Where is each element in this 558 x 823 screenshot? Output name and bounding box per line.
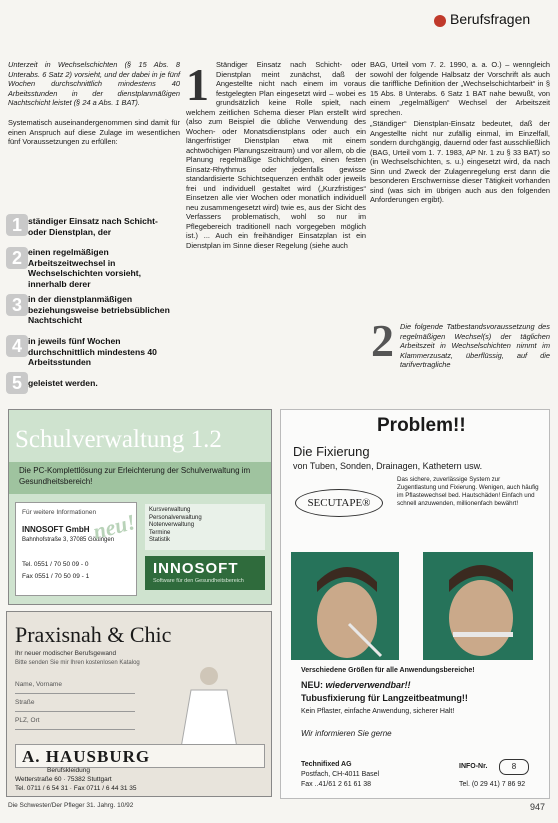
col1-intro-text: Unterzeit in Wechselschichten (§ 15 Abs. 8 Unterabs. 6 Satz 2) vorsieht, und der dabei in je fünf Wochen durchschnittlich mindestens 40 Arbeitsstunden in der dienstplanmäßigen Nachtschicht leistet (§ 24 a Abs. 1 BAT). — [8, 60, 180, 107]
list-number-2: 2 — [6, 247, 28, 269]
ad2-form-field: Name, Vorname — [15, 676, 135, 694]
list-item-1: ständiger Einsatz nach Schicht- oder Dienstplan, der — [28, 216, 158, 237]
ad3-fax: Fax ..41/61 2 61 61 38 — [301, 781, 372, 788]
ad1-phone: Tel. 0551 / 70 50 09 - 0 — [22, 561, 89, 568]
list-item-5: geleistet werden. — [28, 378, 98, 388]
ad3-new-text2: Tubusfixierung für Langzeitbeatmung!! — [301, 693, 468, 703]
ad1-subtitle: Die PC-Komplettlösung zur Erleichterung der Schulverwaltung im Gesundheitsbereich! — [19, 466, 251, 486]
list-number-5: 5 — [6, 372, 28, 394]
ad-secutape — [280, 409, 550, 799]
col1-intro2: Systematisch auseinandergenommen sind damit für einen Anspruch auf diese Zulage im wesentlichen fünf Voraussetzungen zu erfüllen: — [8, 118, 180, 146]
col3-para1: BAG, Urteil vom 7. 2. 1990, a. a. O.) – wenngleich sowohl der folgende Halbsatz der Vorschrift als auch die tariffliche Definition der „Wechselschichtarbeit“ in § 15 Abs. 8 Unterabs. 6 Satz 1 BAT nahe bewußt, von einem „regelmäßigen“ Wechsel der Arbeitszeit sprechen. — [370, 60, 550, 117]
col1-intro2-wrap — [8, 118, 180, 147]
footer-journal: Die Schwester/Der Pfleger 31. Jahrg. 10/92 — [8, 802, 134, 809]
col2-body: Ständiger Einsatz nach Schicht- oder Dienstplan meint zunächst, daß der Angestellte nicht nach einem im voraus festgelegten Plan eingesetzt wird – wobei es grundsätzlich keine Rolle spielt, nach welchem zeitlichen Schema dieser Plan erstellt wird (also zum Beispiel die übliche Verwendung des Wochen- oder Monatsdienstplans oder auch ein längerfristiger Dienstplan etwa mit einem achtwöchigen Planungszeitraum) und vor allem, ob die Planung regelmäßige Schichtfolgen, einen festen Einsatz-Rhythmus oder jedenfalls gewisse standardisierte Schichtsequenzen enthält oder jeweils frei und individuell gestaltet wird („Kurzfristiges“ Einsetzen alle vier Wochen oder monatlich individuell neu zusammengesetzt wird) twie es, aus der Sicht des Verfassers problematisch, wohl so nur im Pflegebereich traditionell nach vorgegeben möglich ist.) ... Auch ein freihändiger Einsatzplan ist ein Dienstplan im Sinne dieser Regelung (siehe auch — [186, 60, 366, 250]
ad3-logo: SECUTAPE® — [295, 489, 383, 517]
photo-tube-fixation-image — [423, 552, 533, 660]
col3-drop-number: 2 — [371, 315, 394, 366]
section-marker-dot — [434, 15, 446, 27]
list-item-4: in jeweils fünf Wochen durchschnittlich mindestens 40 Arbeitsstunden — [28, 336, 157, 368]
ad2-brand: A. HAUSBURG — [22, 747, 151, 766]
col3-para2: „Ständiger“ Dienstplan-Einsatz bedeutet, daß der Angestellte nicht nur zufällig einmal, im Einzelfall, sondern durchgängig, dauernd oder fast ausschließlich (BAG, Urteil vom 1. 7. 1983, AP Nr. 1 zu § 33 BAT) so (in Wechselschichten, s. u.) eingesetzt wird, da nach Sinn und Zweck der Zulagenregelung erst dann die besonderen Erschwernisse dieser Tätigkeit vorhanden sind (was sich im übrigen auch aus den folgenden Anforderungen ergibt). — [370, 119, 550, 204]
ad2-form-field: PLZ, Ort — [15, 712, 135, 730]
col2-drop-number: 1 — [186, 59, 209, 110]
ad1-feature: Statistik — [149, 537, 171, 544]
list-number-3: 3 — [6, 294, 28, 316]
list-item-2: einen regelmäßigen Arbeitszeitwechsel in Wechselschichten vorsieht, innerhalb derer — [28, 247, 142, 289]
ad3-title: Die Fixierung — [293, 444, 370, 459]
ad3-new-text: wiederverwendbar!! — [325, 680, 411, 690]
ad-schulverwaltung — [8, 409, 272, 605]
ad1-stamp: neu! — [90, 508, 139, 545]
ad2-brand-box — [15, 744, 265, 768]
ad3-new-label: NEU: — [301, 680, 323, 690]
ad1-contact-label: Für weitere Informationen — [22, 509, 97, 516]
ad2-address: Wetterstraße 60 · 75382 Stuttgart — [15, 776, 112, 783]
ad3-subtitle: von Tuben, Sonden, Drainagen, Kathetern usw. — [293, 461, 483, 471]
col3-para3: Die folgende Tatbestandsvoraussetzung des regelmäßigen Wechsel(s) der täglichen Arbeitszeit in Wechselschichten nimmt im Klammerzusatz, überflüssig, auf die tarifvertragliche — [400, 322, 550, 369]
col2-text — [186, 60, 366, 250]
ad1-fax: Fax 0551 / 70 50 09 - 1 — [22, 573, 90, 580]
ad1-feature-list — [145, 504, 265, 550]
ad1-brand-band — [145, 556, 265, 590]
ad2-phone: Tel. 0711 / 6 54 31 · Fax 0711 / 6 44 31 35 — [15, 785, 137, 792]
ad1-company: INNOSOFT GmbH — [22, 525, 90, 534]
list-number-4: 4 — [6, 335, 28, 357]
ad3-tel: Tel. (0 29 41) 7 86 92 — [459, 781, 526, 788]
ad2-form-field: Straße — [15, 694, 135, 712]
list-number-1: 1 — [6, 214, 28, 236]
ad1-feature: Kursverwaltung — [149, 507, 191, 513]
ad3-info: Wir informieren Sie gerne — [301, 729, 392, 738]
ad3-sizes: Verschiedene Größen für alle Anwendungsbereiche! — [301, 667, 475, 674]
page-number: 947 — [530, 802, 546, 812]
col3-text — [370, 60, 550, 205]
col1-intro — [8, 60, 180, 108]
ad1-brand: INNOSOFT — [153, 560, 239, 577]
ad3-company: Technifixed AG — [301, 761, 352, 768]
list-item-3: in der dienstplanmäßigen beziehungsweise betriebsüblichen Nachtschicht — [28, 294, 170, 326]
nurse-figure-image — [167, 664, 251, 748]
col3-text3-wrap — [370, 322, 550, 370]
ad1-address: Bahnhofstraße 3, 37085 Göttingen — [22, 537, 115, 543]
ad1-title: Schulverwaltung 1.2 — [15, 426, 222, 453]
ad2-sub1: Ihr neuer modischer Berufsgewand — [15, 650, 117, 657]
ad2-brand-sub: Berufskleidung — [47, 767, 90, 774]
ad3-postbox: Postfach, CH-4011 Basel — [301, 771, 380, 778]
ad1-feature: Notenverwaltung — [149, 522, 195, 529]
ad3-new-row — [301, 680, 411, 690]
ad3-benefit: Kein Pflaster, einfache Anwendung, sicherer Halt! — [301, 708, 455, 715]
section-title: Berufsfragen — [450, 11, 531, 27]
ad3-info-nr: 8 — [499, 759, 529, 775]
ad2-form — [15, 676, 135, 730]
ad1-feature: Personalverwaltung — [149, 514, 202, 521]
ad2-sub2: Bitte senden Sie mir Ihren kostenlosen Katalog — [15, 660, 140, 666]
ad1-brand-sub: Software für den Gesundheitsbereich — [153, 578, 244, 584]
ad-hausburg — [6, 611, 272, 797]
ad3-desc: Das sichere, zuverlässige System zur Zugentlastung und Fixierung. Wenigen, auch häufig im Pflastewechsel bed. Hautschäden! Einfach und schnell anzuwenden, millionenfach bewährt! — [397, 476, 539, 507]
ad3-info-nr-label: INFO-Nr. — [459, 763, 488, 770]
ad2-title: Praxisnah & Chic — [15, 622, 172, 647]
ad3-headline: Problem!! — [377, 415, 466, 436]
photo-nasal-tube-image — [291, 552, 399, 660]
ad1-feature: Termine — [149, 529, 171, 536]
